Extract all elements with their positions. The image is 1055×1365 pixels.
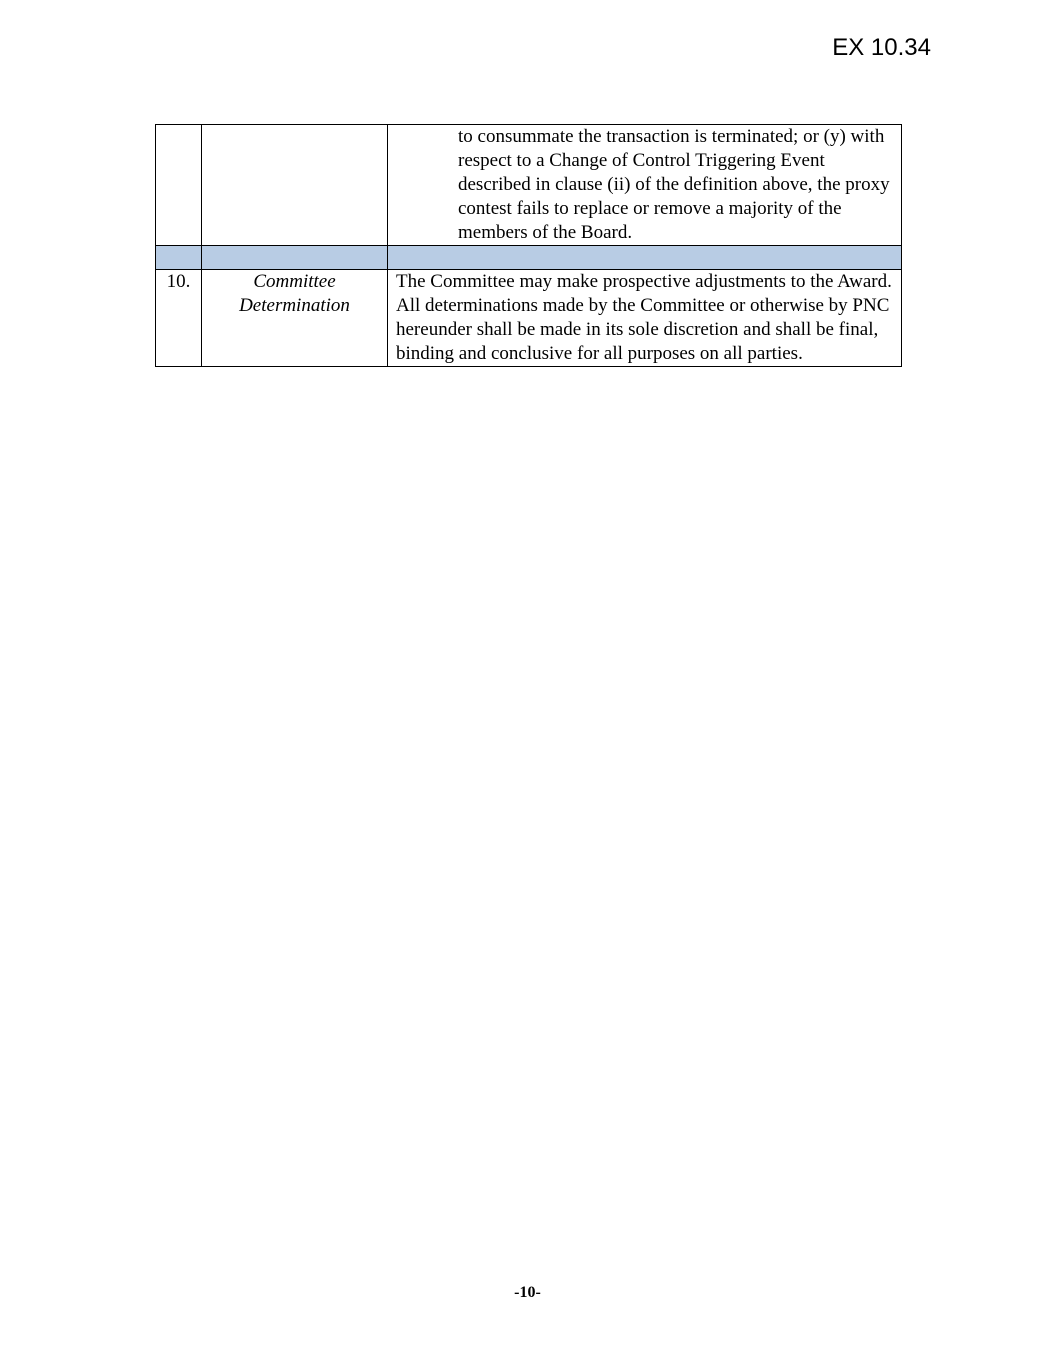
row-number-cell (156, 125, 202, 246)
spacer-cell (388, 246, 902, 270)
spacer-cell (156, 246, 202, 270)
award-terms-table (155, 124, 902, 367)
table-row (156, 270, 902, 367)
exhibit-label: EX 10.34 (832, 34, 931, 61)
row-number: 10. (156, 270, 202, 367)
page-number: -10- (514, 1284, 541, 1301)
row-heading (202, 270, 388, 367)
row-text: The Committee may make prospective adjustments to the Award. All determinations made by the Committee or otherwise by PNC hereunder shall be made in its sole discretion and shall be final, binding and conclusive for all purposes on all parties. (388, 270, 902, 367)
row-heading-line1: Committee (253, 271, 336, 292)
row-heading-line2: Determination (239, 295, 350, 316)
table-row-continuation (156, 125, 902, 246)
table-spacer-row (156, 246, 902, 270)
row-text-cell (388, 125, 902, 246)
continuation-text: to consummate the transaction is terminated; or (y) with respect to a Change of Control Triggering Event described in clause (ii) of the definition above, the proxy contest fails to replace or remove a majority of the members of the Board. (458, 126, 890, 243)
row-heading-cell (202, 125, 388, 246)
spacer-cell (202, 246, 388, 270)
